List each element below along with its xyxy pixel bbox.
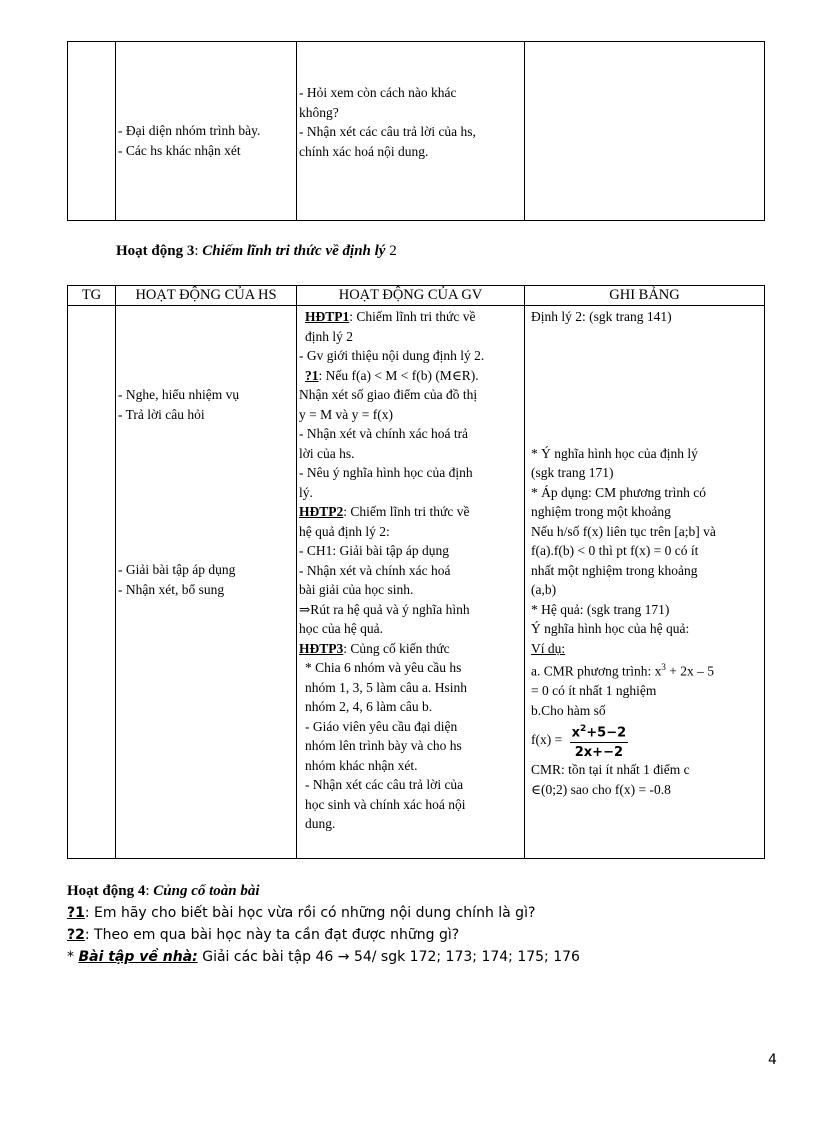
header-board: GHI BẢNG [525, 286, 765, 306]
activity-4-sep: : [145, 883, 154, 899]
header-tg: TG [68, 286, 116, 306]
gv-line: y = M và y = f(x) [299, 406, 393, 422]
activity-4-section [67, 880, 580, 968]
gv-cell [297, 42, 525, 221]
hs-cell [116, 42, 297, 221]
activity-3-title: Chiếm lĩnh tri thức về định lý [202, 243, 386, 259]
board-line: nhất một nghiệm trong khoảng [531, 562, 698, 578]
example-a-prefix: a. CMR phương trình: x [531, 663, 662, 679]
homework-star: * [67, 949, 79, 965]
activity-3-label: Hoạt động 3 [116, 243, 195, 259]
gv-line: nhóm 2, 4, 6 làm câu b. [305, 699, 433, 714]
board-line: Ý nghĩa hình học của hệ quả: [531, 621, 690, 636]
fx-label: f(x) = [531, 732, 563, 747]
example-a-exponent: 3 [661, 662, 666, 672]
hdtp1-label: HĐTP1 [305, 309, 350, 324]
gv-line: lời của hs. [299, 445, 355, 461]
hdtp3-label: HĐTP3 [299, 640, 344, 656]
gv-line: nhóm khác nhận xét. [305, 757, 418, 773]
tg-cell [68, 42, 116, 221]
activity-4-label: Hoạt động 4 [67, 883, 146, 899]
gv-line: dung. [305, 816, 336, 831]
gv-line: - Hỏi xem còn cách nào khác [299, 85, 457, 100]
hs-line: - Trả lời câu hỏi [118, 406, 205, 422]
board-line: * Ý nghĩa hình học của định lý [531, 445, 698, 461]
gv-line: ⇒Rút ra hệ quả và ý nghĩa hình [299, 601, 470, 617]
board-line: = 0 có ít nhất 1 nghiệm [531, 683, 657, 698]
gv-line: lý. [299, 484, 313, 500]
lesson-table [67, 285, 765, 859]
example-label: Ví dụ: [531, 640, 566, 656]
board-line: * Hệ quả: (sgk trang 171) [531, 601, 670, 617]
board-line: ∈(0;2) sao cho f(x) = -0.8 [531, 781, 671, 797]
gv-line: chính xác hoá nội dung. [299, 143, 429, 159]
function-formula [531, 720, 762, 760]
gv-line: - Nhận xét các câu trả lời của [305, 777, 464, 792]
gv-line: học của hệ quả. [299, 621, 383, 636]
question-2-label: ?2 [67, 927, 85, 943]
activity-3-number: 2 [389, 243, 397, 259]
question-1-label: ?1 [67, 905, 85, 921]
gv-line: - Nêu ý nghĩa hình học của định [299, 465, 473, 480]
question-1-label: ?1 [305, 367, 319, 383]
hs-cell [116, 306, 297, 859]
hdtp3-text: : Củng cố kiến thức [343, 640, 450, 656]
activity-3-heading [116, 243, 397, 260]
hdtp2-label: HĐTP2 [299, 504, 344, 519]
gv-line: không? [299, 104, 339, 120]
tg-cell [68, 306, 116, 859]
board-line: (a,b) [531, 582, 557, 597]
board-line: CMR: tồn tại ít nhất 1 điểm c [531, 762, 690, 777]
activity-4-title: Củng cố toàn bài [153, 883, 260, 899]
gv-line: - Giáo viên yêu cầu đại diện [305, 718, 458, 734]
hs-line: - Nhận xét, bổ sung [118, 581, 225, 597]
hdtp1-text: : Chiếm lĩnh tri thức về [349, 309, 476, 324]
gv-line: nhóm lên trình bày và cho hs [305, 738, 462, 753]
example-a-suffix: + 2x – 5 [665, 663, 714, 679]
gv-line: nhóm 1, 3, 5 làm câu a. Hsinh [305, 679, 467, 695]
homework-label: Bài tập về nhà: [78, 949, 198, 965]
gv-line: * Chia 6 nhóm và yêu cầu hs [305, 660, 462, 675]
board-line: (sgk trang 171) [531, 465, 614, 480]
header-hs: HOẠT ĐỘNG CỦA HS [116, 286, 297, 306]
question-1-text: : Em hãy cho biết bài học vừa rồi có những nội dung chính là gì? [84, 905, 536, 921]
homework-text: Giải các bài tập 46 → 54/ sgk 172; 173; 174; 175; 176 [197, 949, 580, 965]
hdtp2-text: : Chiếm lĩnh tri thức về [343, 504, 470, 519]
gv-line: - Nhận xét các câu trả lời của hs, [299, 124, 476, 139]
fraction [570, 721, 629, 761]
gv-line: - Nhận xét và chính xác hoá trả [299, 426, 469, 441]
board-line: b.Cho hàm số [531, 702, 606, 718]
fraction-numerator-exponent: 2 [580, 723, 587, 734]
gv-line: Nhận xét số giao điểm của đồ thị [299, 387, 478, 402]
gv-line: - Gv giới thiệu nội dung định lý 2. [299, 348, 485, 363]
board-line: Nếu h/số f(x) liên tục trên [a;b] và [531, 523, 716, 539]
question-1-text: : Nếu f(a) < M < f(b) (M∈R). [318, 367, 479, 383]
fraction-numerator-rest: +5−2 [586, 725, 627, 741]
header-gv: HOẠT ĐỘNG CỦA GV [297, 286, 525, 306]
page-number: 4 [768, 1052, 777, 1068]
gv-line: học sinh và chính xác hoá nội [305, 796, 466, 812]
gv-line: định lý 2 [305, 328, 354, 344]
hs-line: - Các hs khác nhận xét [118, 142, 241, 158]
question-2-text: : Theo em qua bài học này ta cần đạt được những gì? [84, 927, 460, 943]
board-line: f(a).f(b) < 0 thì pt f(x) = 0 có ít [531, 543, 699, 558]
fraction-numerator-base: x [571, 725, 580, 741]
continued-table [67, 41, 765, 221]
gv-cell [297, 306, 525, 859]
board-line: * Áp dụng: CM phương trình có [531, 484, 706, 500]
hs-line: - Đại diện nhóm trình bày. [118, 123, 261, 138]
board-cell [525, 42, 765, 221]
gv-line: - CH1: Giải bài tập áp dụng [299, 543, 449, 558]
gv-line: bài giải của học sinh. [299, 582, 414, 597]
hs-line: - Giải bài tập áp dụng [118, 562, 236, 577]
fraction-denominator: 2x+−2 [574, 745, 624, 761]
board-theorem: Định lý 2: (sgk trang 141) [531, 309, 672, 324]
gv-line: - Nhận xét và chính xác hoá [299, 562, 451, 578]
board-cell [525, 306, 765, 859]
board-line: nghiệm trong một khoảng [531, 504, 671, 519]
gv-line: hệ quả định lý 2: [299, 523, 390, 539]
activity-3-sep: : [194, 243, 203, 259]
hs-line: - Nghe, hiểu nhiệm vụ [118, 387, 240, 402]
